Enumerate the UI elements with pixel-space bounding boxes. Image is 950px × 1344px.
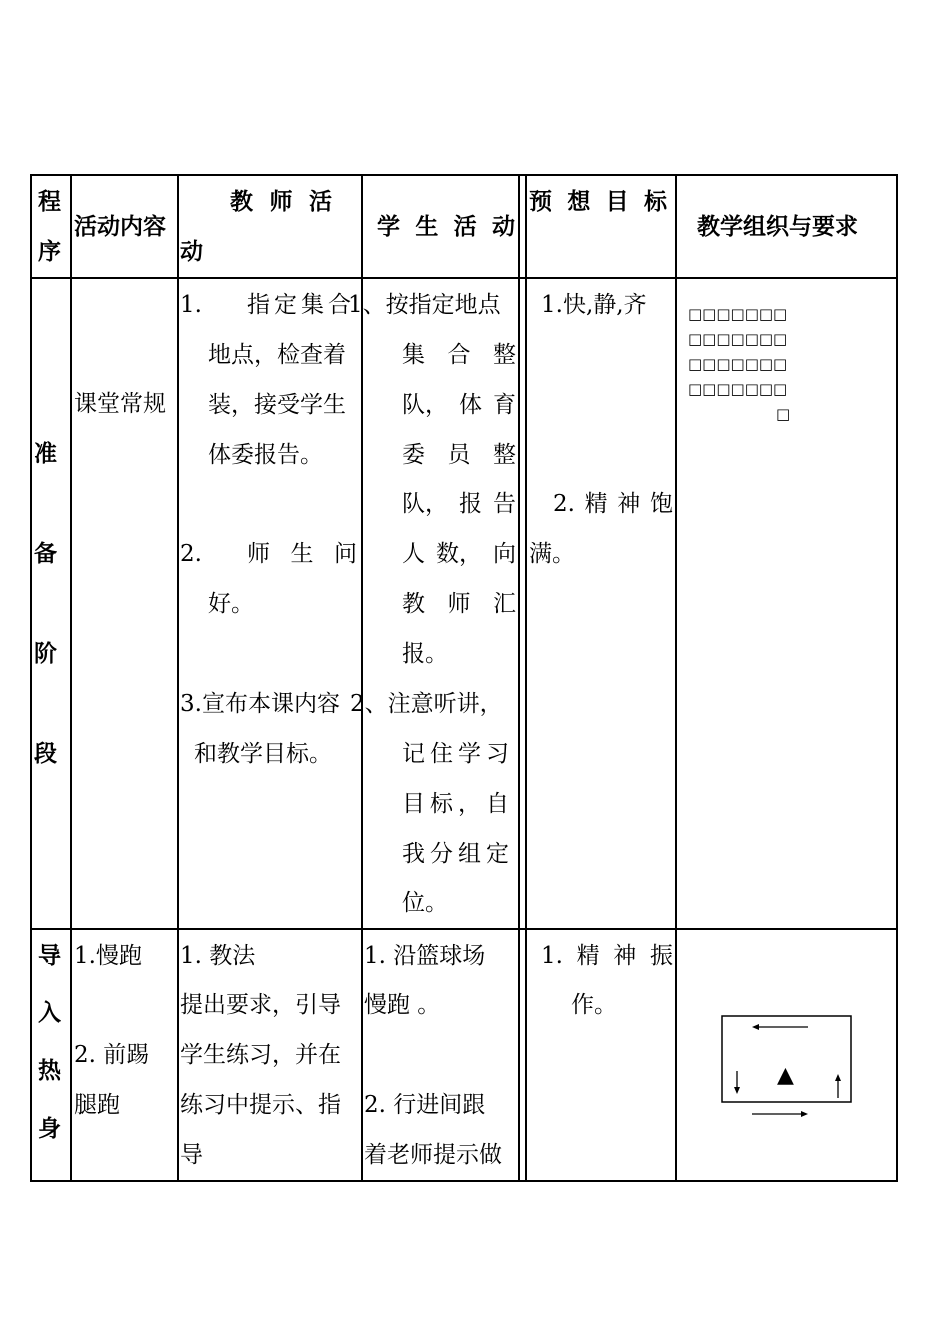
- header-organization-requirements: 教学组织与要求: [697, 213, 858, 240]
- student-item2-line2: 记住学习: [402, 741, 514, 767]
- student-item2-last: 位。: [402, 890, 448, 916]
- stage-warmup-4: 身: [38, 1115, 61, 1142]
- header-procedure-2: 序: [38, 238, 61, 265]
- arrow-left-icon: [752, 1024, 808, 1030]
- teacher-method-line5: 导: [180, 1142, 203, 1168]
- teacher-method-line2: 提出要求，引导: [180, 992, 341, 1018]
- student-item1-line5: 队， 报 告: [402, 491, 516, 517]
- teacher-item2-num: 2.: [180, 541, 202, 567]
- organization-placeholder-single: □: [776, 405, 791, 423]
- student-jog-line2: 慢跑 。: [364, 992, 441, 1018]
- organization-placeholder-boxes: □□□□□□□ □□□□□□□ □□□□□□□ □□□□□□□: [688, 305, 788, 398]
- content-front-kick-wrap: 腿跑: [74, 1092, 120, 1118]
- content-jog: 1.慢跑: [74, 943, 142, 969]
- header-teacher-activity-wrap: 动: [180, 238, 203, 265]
- teacher-item1-line3: 装，接受学生: [208, 392, 346, 418]
- student-item2-line4: 我分组定: [402, 841, 514, 867]
- goal-energetic: 1. 精 神 振: [541, 943, 673, 969]
- table-top-border: [30, 174, 897, 176]
- student-item1-line3: 队， 体 育: [402, 392, 516, 418]
- header-student-activity: 学 生 活 动: [377, 213, 515, 240]
- arrow-down-icon: [734, 1071, 740, 1094]
- teacher-item2-line2: 好。: [208, 591, 254, 617]
- stage-prep-4: 段: [34, 740, 57, 767]
- teacher-method-line3: 学生练习，并在: [180, 1042, 341, 1068]
- teacher-item3-line2: 和教学目标。: [194, 741, 332, 767]
- header-expected-goal: 预 想 目 标: [529, 188, 667, 215]
- goal-energetic-line2: 作。: [571, 992, 617, 1018]
- teacher-item1-num: 1.: [180, 292, 202, 318]
- teacher-item2-first: 师 生 问: [247, 541, 357, 567]
- teacher-item3-first: 3.宣布本课内容: [180, 691, 340, 717]
- col-divider-2: [177, 174, 179, 1182]
- header-activity-content: 活动内容: [74, 213, 166, 240]
- student-item1-line4: 委 员 整: [402, 442, 516, 468]
- table-left-border: [30, 174, 32, 1182]
- arrow-right-icon: [752, 1111, 808, 1117]
- teacher-position-icon: ▲: [777, 1063, 794, 1088]
- teacher-item1-line4: 体委报告。: [208, 442, 323, 468]
- col-divider-5: [675, 174, 677, 1182]
- student-item1-line2: 集 合 整: [402, 342, 516, 368]
- header-bottom-border: [30, 277, 897, 279]
- teacher-method: 1. 教法: [180, 943, 256, 969]
- student-jog: 1. 沿篮球场: [364, 943, 486, 969]
- table-right-border: [896, 174, 898, 1182]
- teacher-method-line4: 练习中提示、指: [180, 1092, 341, 1118]
- col-divider-1: [70, 174, 72, 1182]
- goal-item2-line2: 满。: [529, 541, 575, 567]
- student-item1-line6: 人 数， 向: [402, 541, 516, 567]
- content-class-routine: 课堂常规: [74, 391, 166, 417]
- col-divider-4a: [518, 174, 520, 1182]
- stage-prep-3: 阶: [34, 640, 57, 667]
- student-follow: 2. 行进间跟: [364, 1092, 486, 1118]
- header-procedure-1: 程: [38, 188, 61, 215]
- goal-item2-first: 2. 精 神 饱: [553, 491, 673, 517]
- stage-warmup-1: 导: [38, 942, 61, 969]
- stage-warmup-3: 热: [38, 1057, 61, 1084]
- arrow-up-icon: [835, 1074, 841, 1098]
- col-divider-4b: [525, 174, 527, 1182]
- stage-warmup-2: 入: [38, 999, 61, 1026]
- student-item2-first: 2、注意听讲，: [350, 691, 503, 717]
- header-teacher-activity: 教 师 活: [230, 188, 332, 215]
- goal-item1: 1.快,静,齐: [541, 292, 647, 318]
- stage-prep-2: 备: [34, 540, 57, 567]
- student-item1-first: 1、按指定地点: [348, 292, 501, 318]
- row1-bottom-border: [30, 928, 897, 930]
- teacher-item1-line2: 地点，检查着: [208, 342, 346, 368]
- student-item1-line7: 教 师 汇: [402, 591, 516, 617]
- table-bottom-border: [30, 1180, 897, 1182]
- content-front-kick: 2. 前踢: [74, 1042, 150, 1068]
- student-item1-last: 报。: [402, 641, 448, 667]
- student-follow-line2: 着老师提示做: [364, 1142, 502, 1168]
- stage-prep-1: 准: [34, 440, 57, 467]
- student-item2-line3: 目标，自: [402, 791, 514, 817]
- teacher-item1-first: 指定集合: [247, 292, 355, 318]
